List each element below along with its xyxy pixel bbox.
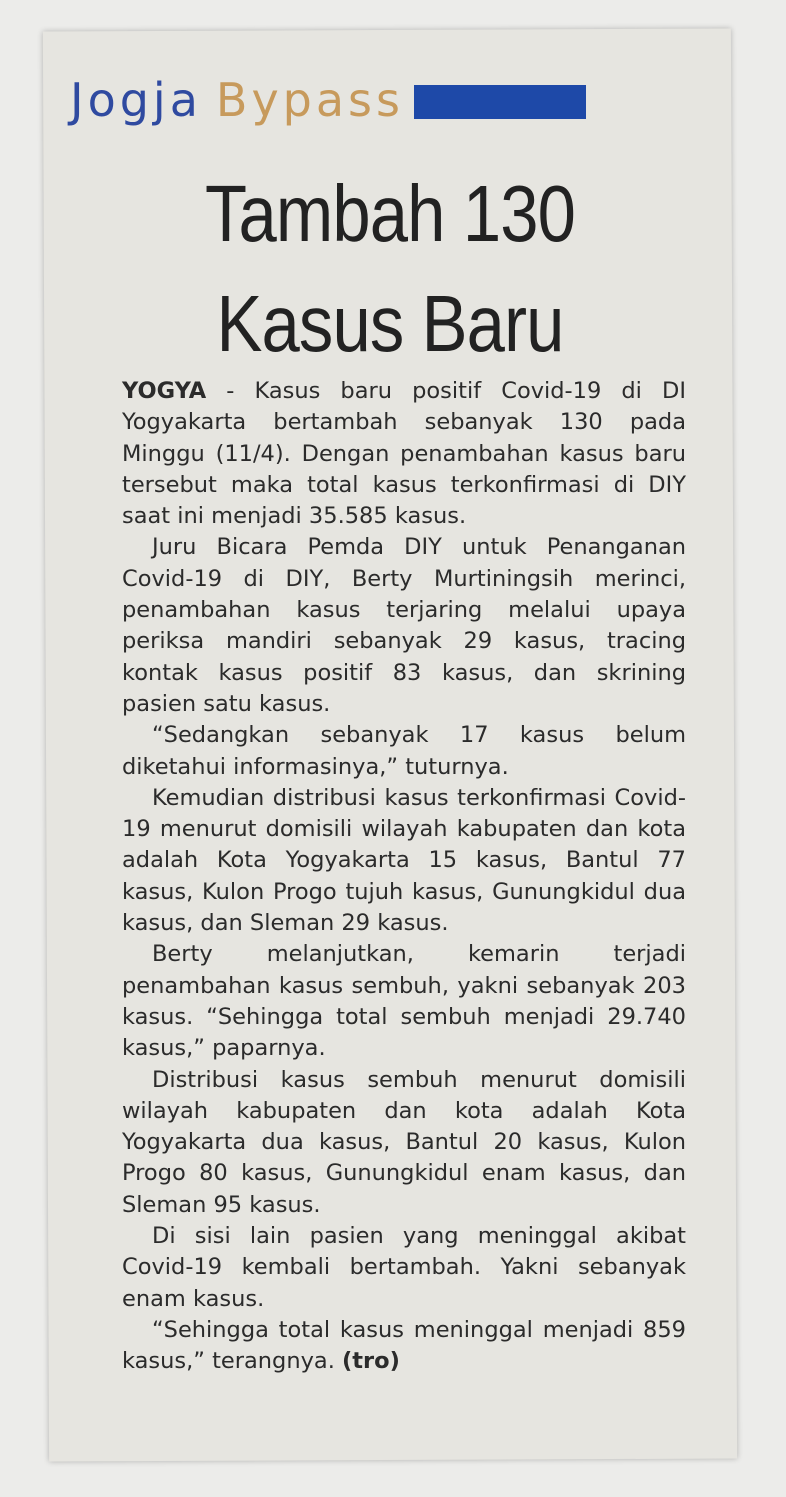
section-name-jogja: Jogja [70,73,202,127]
article-paragraph-6: Distribusi kasus sembuh menurut domisili wilayah kabupaten dan kota adalah Kota Yogyakarta dua kasus, Bantul 20 kasus, Kulon Progo 80 kasus, Gunungkidul enam kasus, dan Sleman 95 kasus. [122,1066,686,1218]
section-name-bypass: Bypass [215,73,404,127]
section-header [70,60,586,140]
article-paragraph-7: Di sisi lain pasien yang meninggal akibat Covid-19 kembali bertambah. Yakni sebanyak enam kasus. [122,1223,686,1312]
dateline: YOGYA [122,378,207,404]
article-body [122,376,686,1378]
article-paragraph-5: Berty melanjutkan, kemarin terjadi penambahan kasus sembuh, yakni sebanyak 203 kasus. “Sehingga total sembuh menjadi 29.740 kasus,” paparnya. [122,941,686,1062]
lead-text: - Kasus baru positif Covid-19 di DI Yogyakarta bertambah sebanyak 130 pada Minggu (11/4). Dengan penambahan kasus baru tersebut maka total kasus terkonfirmasi di DIY saat ini menjadi 35.585 kasus. [122,378,686,530]
headline-line-2: Kasus Baru [216,279,564,368]
article-paragraph-4: Kemudian distribusi kasus terkonfirmasi Covid-19 menurut domisili wilayah kabupaten dan kota adalah Kota Yogyakarta 15 kasus, Bantul 77 kasus, Kulon Progo tujuh kasus, Gunungkidul dua kasus, dan Sleman 29 kasus. [122,784,686,937]
closing-text: “Sehingga total kasus meninggal menjadi 859 kasus,” terangnya. [122,1316,686,1375]
headline-line-1: Tambah 130 [204,169,576,258]
article-paragraph-3: “Sedangkan sebanyak 17 kasus belum diketahui informasinya,” tuturnya. [122,722,686,780]
byline: (tro) [342,1348,400,1375]
article-paragraph-2: Juru Bicara Pemda DIY untuk Penanganan Covid-19 di DIY, Berty Murtiningsih merinci, penambahan kasus terjaring melalui upaya periksa mandiri sebanyak 29 kasus, tracing kontak kasus positif 83 kasus, dan skrining pasien satu kasus. [122,534,686,717]
section-bar [414,85,586,119]
article-paragraph-8 [122,1315,686,1378]
article-paragraph-1 [122,376,686,532]
